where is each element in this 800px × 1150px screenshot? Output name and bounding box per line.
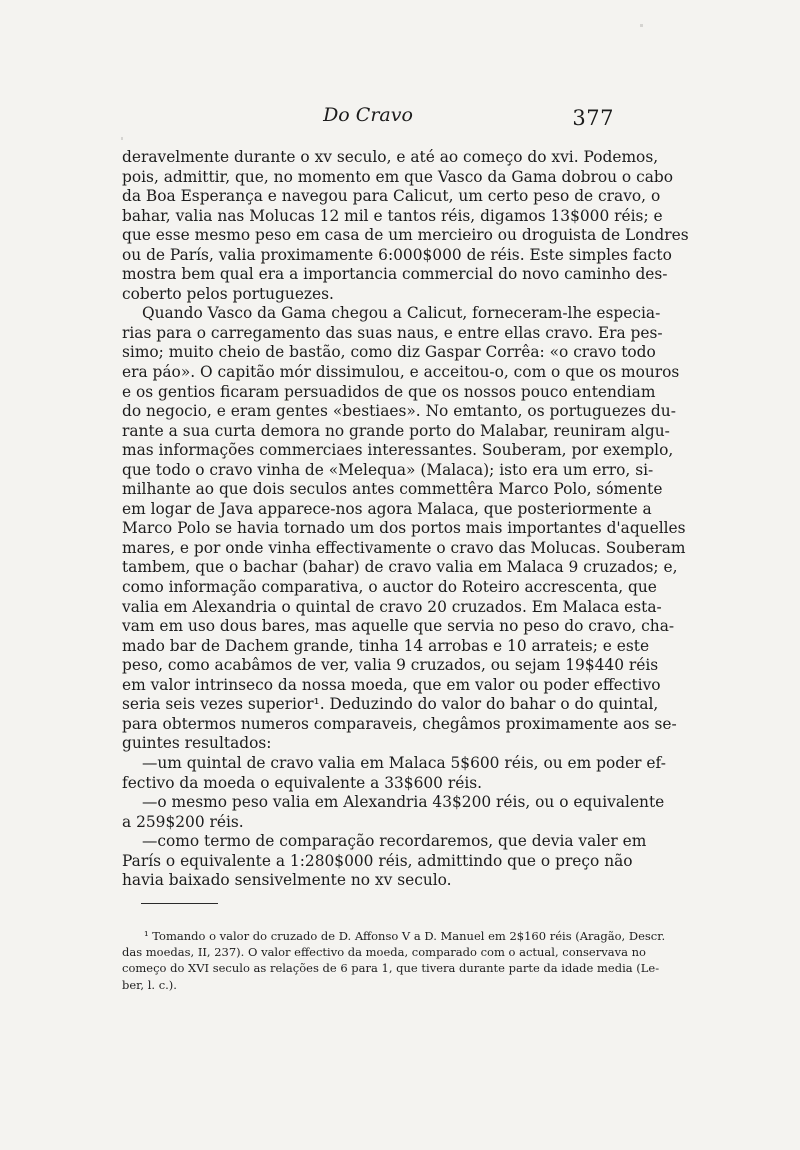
text-line: havia baixado sensivelmente no xv seculo. xyxy=(122,871,452,890)
text-line: Marco Polo se havia tornado um dos portos mais importantes d'aquelles xyxy=(122,519,686,538)
text-line: rante a sua curta demora no grande porto do Malabar, reuniram algu- xyxy=(122,421,670,440)
text-line: e os gentios ficaram persuadidos de que os nossos pouco entendiam xyxy=(122,382,656,401)
text-line: para obtermos numeros comparaveis, chegâmos proximamente aos se- xyxy=(122,714,677,733)
text-line: deravelmente durante o xv seculo, e até ao começo do xvi. Podemos, xyxy=(122,148,659,166)
text-line: —o mesmo peso valia em Alexandria 43$200 réis, ou o equivalente xyxy=(142,793,665,812)
text-line: mares, e por onde vinha effectivamente o cravo das Molucas. Souberam xyxy=(122,538,686,557)
footnote-line: ¹ Tomando o valor do cruzado de D. Affonso V a D. Manuel em 2$160 réis (Aragão, Descr. xyxy=(144,929,666,943)
footnote-line: ber, l. c.). xyxy=(122,977,177,992)
running-title: Do Cravo xyxy=(323,104,413,126)
page-number: 377 xyxy=(572,106,614,130)
footnote-line: das moedas, II, 237). O valor effectivo da moeda, comparado com o actual, conservava no xyxy=(122,945,646,960)
text-line: mas informações commerciaes interessantes. Souberam, por exemplo, xyxy=(122,441,674,460)
paper-speck xyxy=(640,24,643,27)
text-line: mostra bem qual era a importancia commercial do novo caminho des- xyxy=(122,265,668,284)
text-line: mado bar de Dachem grande, tinha 14 arrobas e 10 arrateis; e este xyxy=(122,636,650,655)
text-line: —como termo de comparação recordaremos, que devia valer em xyxy=(142,832,647,851)
body-text xyxy=(122,148,689,891)
text-line: seria seis vezes superior¹. Deduzindo do valor do bahar o do quintal, xyxy=(122,695,659,714)
text-line: guintes resultados: xyxy=(122,734,272,753)
text-line: que todo o cravo vinha de «Melequa» (Malaca); isto era um erro, si- xyxy=(122,460,654,479)
footnote-line: começo do XVI seculo as relações de 6 para 1, que tivera durante parte da idade media (Le- xyxy=(122,961,660,976)
text-line: como informação comparativa, o auctor do Roteiro accrescenta, que xyxy=(122,578,657,597)
paper-speck xyxy=(121,137,123,140)
text-line: a 259$200 réis. xyxy=(122,812,244,831)
text-line: que esse mesmo peso em casa de um mercieiro ou droguista de Londres xyxy=(122,226,689,245)
text-line: valia em Alexandria o quintal de cravo 20 cruzados. Em Malaca esta- xyxy=(122,597,662,616)
text-line: era páo». O capitão mór dissimulou, e acceitou-o, com o que os mouros xyxy=(122,363,680,382)
text-line: em logar de Java apparece-nos agora Malaca, que posteriormente a xyxy=(122,499,652,518)
text-line: milhante ao que dois seculos antes commettêra Marco Polo, sómente xyxy=(122,480,663,499)
text-line: simo; muito cheio de bastão, como diz Gaspar Corrêa: «o cravo todo xyxy=(122,343,656,362)
footnotes xyxy=(122,928,666,993)
text-line: bahar, valia nas Molucas 12 mil e tantos réis, digamos 13$000 réis; e xyxy=(122,206,663,225)
text-line: peso, como acabâmos de ver, valia 9 cruzados, ou sejam 19$440 réis xyxy=(122,656,659,675)
text-line: em valor intrinseco da nossa moeda, que em valor ou poder effectivo xyxy=(122,675,661,694)
text-line: París o equivalente a 1:280$000 réis, admittindo que o preço não xyxy=(122,851,633,870)
text-line: —um quintal de cravo valia em Malaca 5$600 réis, ou em poder ef- xyxy=(142,753,666,772)
text-line: fectivo da moeda o equivalente a 33$600 réis. xyxy=(122,773,483,792)
text-line: da Boa Esperança e navegou para Calicut, um certo peso de cravo, o xyxy=(122,187,661,206)
text-line: ou de París, valia proximamente 6:000$000 de réis. Este simples facto xyxy=(122,245,672,264)
text-line: coberto pelos portuguezes. xyxy=(122,284,334,303)
text-line: vam em uso dous bares, mas aquelle que servia no peso do cravo, cha- xyxy=(122,617,675,636)
text-line: rias para o carregamento das suas naus, e entre ellas cravo. Era pes- xyxy=(122,323,663,342)
running-head xyxy=(122,104,614,134)
text-line: tambem, que o bachar (bahar) de cravo valia em Malaca 9 cruzados; e, xyxy=(122,558,678,577)
text-line: Quando Vasco da Gama chegou a Calicut, forneceram-lhe especia- xyxy=(142,304,661,323)
text-line: do negocio, e eram gentes «bestiaes». No emtanto, os portuguezes du- xyxy=(122,402,676,421)
text-line: pois, admittir, que, no momento em que Vasco da Gama dobrou o cabo xyxy=(122,167,673,186)
footnote-rule xyxy=(141,903,218,904)
